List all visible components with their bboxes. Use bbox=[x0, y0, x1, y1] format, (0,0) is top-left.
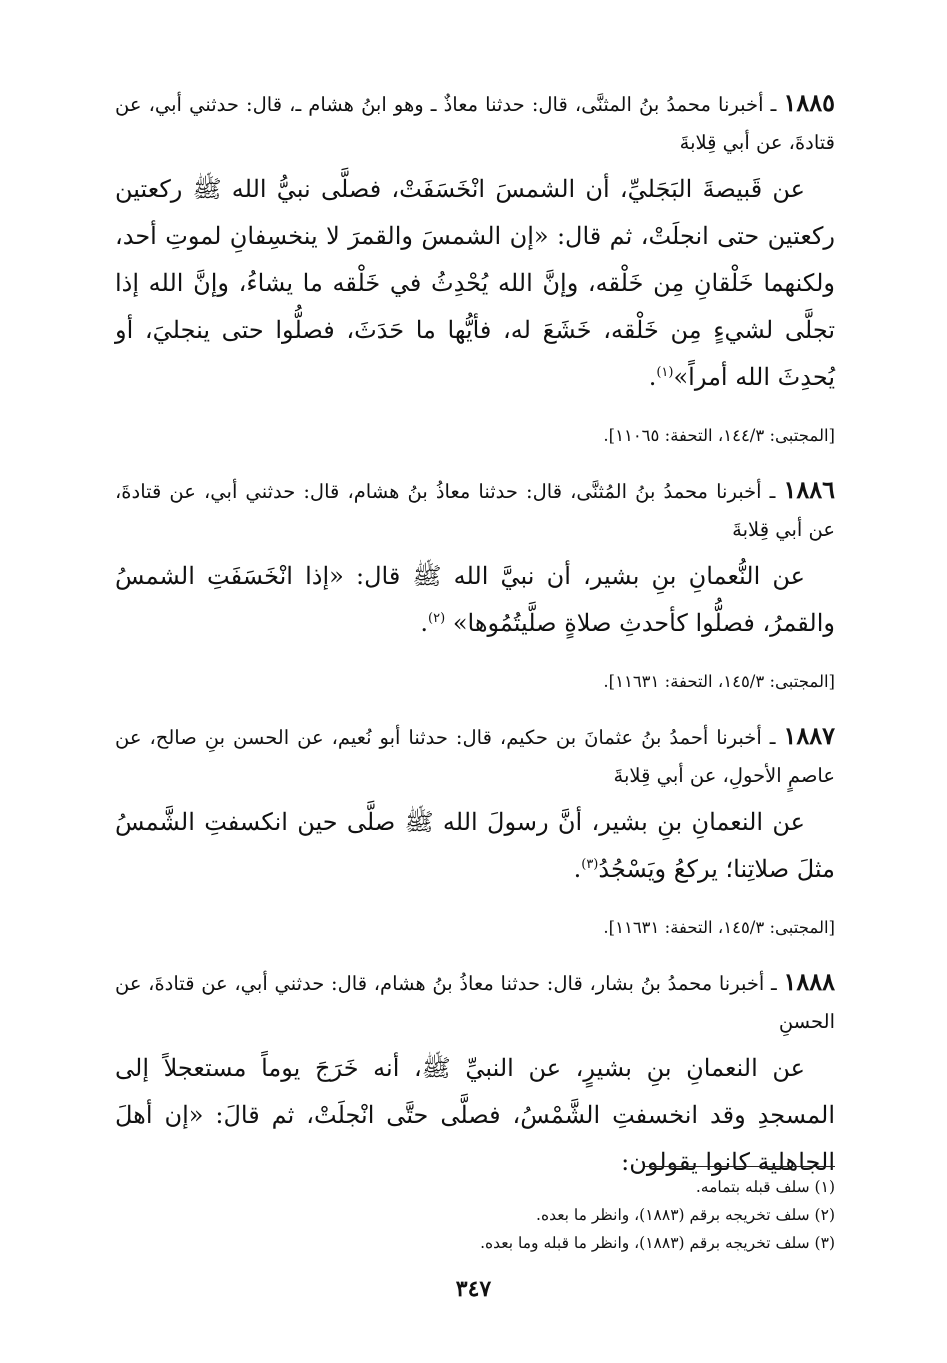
hadith-1888-matn bbox=[115, 1045, 835, 1186]
isnad-text: ـ أخبرنا محمدُ بنُ المثنَّى، قال: حدثنا معاذٌ ـ وهو ابنُ هشام ـ، قال: حدثني أبي، عن قتادةَ، عن أبي قِلابةَ bbox=[115, 93, 835, 154]
matn-text: عن النعمانِ بنِ بشيرٍ، عن النبيِّ ﷺ، أنه خَرَجَ يوماً مستعجلاً إلى المسجدِ وقد انخسفتِ الشَّمْسُ، فصلَّى حتَّى انْجلَتْ، ثم قالَ: «إن أهلَ الجاهلية كانوا يقولون: bbox=[115, 1054, 835, 1176]
page-number: ٣٤٧ bbox=[455, 1276, 492, 1302]
hadith-number: ١٨٨٧ bbox=[783, 721, 835, 750]
footnote-marker: (١) bbox=[656, 365, 674, 380]
isnad-text: ـ أخبرنا محمدُ بنُ المُثنَّى، قال: حدثنا معاذُ بنُ هشام، قال: حدثني أبي، عن قتادةَ، عن أبي قِلابةَ bbox=[115, 480, 835, 541]
hadith-1886-matn: عن النُّعمانِ بنِ بشير، أن نبيَّ الله ﷺ قال: «إذا انْخَسَفَتِ الشمسُ والقمرُ، فصلُّوا كأحدثِ صلاةٍ صلَّيتُمُوها» $^{(٢)}$. bbox=[115, 562, 835, 637]
footnote-marker: (٣) bbox=[581, 857, 599, 872]
matn-text: عن النُّعمانِ بنِ بشير، أن نبيَّ الله ﷺ قال: «إذا انْخَسَفَتِ الشمسُ والقمرُ، فصلُّوا كأحدثِ صلاةٍ صلَّيتُمُوها» bbox=[115, 562, 835, 637]
hadith-list bbox=[115, 84, 835, 1186]
hadith-1886-isnad bbox=[115, 471, 835, 549]
hadith-1886-reference: [المجتبى: ١٤٥/٣، التحفة: ١١٦٣١]. bbox=[603, 672, 835, 691]
isnad-text: ـ أخبرنا محمدُ بنُ بشار، قال: حدثنا معاذُ بنُ هشام، قال: حدثني أبي، عن قتادةَ، عن الحسنِ bbox=[115, 972, 835, 1033]
footnote-divider bbox=[645, 1166, 835, 1167]
footnotes bbox=[115, 1166, 835, 1257]
isnad-text: ـ أخبرنا أحمدُ بنُ عثمانَ بن حكيم، قال: حدثنا أبو نُعيم، عن الحسن بنِ صالح، عن عاصمٍ الأحولِ، عن أبي قِلابةَ bbox=[115, 726, 835, 787]
hadith-number: ١٨٨٥ bbox=[783, 88, 835, 117]
matn-text: عن قَبيصةَ البَجَليِّ، أن الشمسَ انْخَسَفَتْ، فصلَّى نبيُّ الله ﷺ ركعتين ركعتين حتى انجلَتْ، ثم قال: «إن الشمسَ والقمرَ لا ينخسِفانِ لموتِ أحد، ولكنهما خَلْقانِ مِن خَلْقه، وإنَّ الله يُحْدِثُ في خَلْقه ما يشاءُ، وإنَّ الله إذا تجلَّى لشيءٍ مِن خَلْقه، خَشَعَ له، فأيُّها ما حَدَثَ، فصلُّوا حتى ينجليَ، أو يُحدِثَ الله أمراً» bbox=[115, 175, 835, 391]
hadith-number: ١٨٨٨ bbox=[783, 967, 835, 996]
hadith-1887-matn: عن النعمانِ بنِ بشير، أنَّ رسولَ الله ﷺ صلَّى حين انكسفتِ الشَّمسُ مثلَ صلاتِنا؛ يركعُ ويَسْجُدُ$^{(٣)}$. bbox=[115, 808, 835, 883]
footnote-3: (٣) سلف تخريجه برقم (١٨٨٣)، وانظر ما قبله وما بعده. bbox=[480, 1234, 835, 1252]
hadith-number: ١٨٨٦ bbox=[783, 475, 835, 504]
footnote-1: (١) سلف قبله بتمامه. bbox=[695, 1178, 835, 1196]
matn-text: عن النعمانِ بنِ بشير، أنَّ رسولَ الله ﷺ صلَّى حين انكسفتِ الشَّمسُ مثلَ صلاتِنا؛ يركعُ ويَسْجُدُ bbox=[115, 808, 835, 883]
footnote-2: (٢) سلف تخريجه برقم (١٨٨٣)، وانظر ما بعده. bbox=[536, 1206, 835, 1224]
hadith-1887-isnad bbox=[115, 717, 835, 795]
hadith-1885-reference: [المجتبى: ١٤٤/٣، التحفة: ١١٠٦٥]. bbox=[603, 426, 835, 445]
hadith-1888-isnad bbox=[115, 963, 835, 1041]
hadith-1887-reference: [المجتبى: ١٤٥/٣، التحفة: ١١٦٣١]. bbox=[603, 918, 835, 937]
footnote-marker: (٢) bbox=[428, 611, 446, 626]
hadith-1885-isnad bbox=[115, 84, 835, 162]
hadith-1885-matn: عن قَبيصةَ البَجَليِّ، أن الشمسَ انْخَسَفَتْ، فصلَّى نبيُّ الله ﷺ ركعتين ركعتين حتى انجلَتْ، ثم قال: «إن الشمسَ والقمرَ لا ينخسِفانِ لموتِ أحد، ولكنهما خَلْقانِ مِن خَلْقه، وإنَّ الله يُحْدِثُ في خَلْقه ما يشاءُ، وإنَّ الله إذا تجلَّى لشيءٍ مِن خَلْقه، خَشَعَ له، فأيُّها ما حَدَثَ، فصلُّوا حتى ينجليَ، أو يُحدِثَ الله أمراً»$^{(١)}$. bbox=[115, 175, 835, 391]
